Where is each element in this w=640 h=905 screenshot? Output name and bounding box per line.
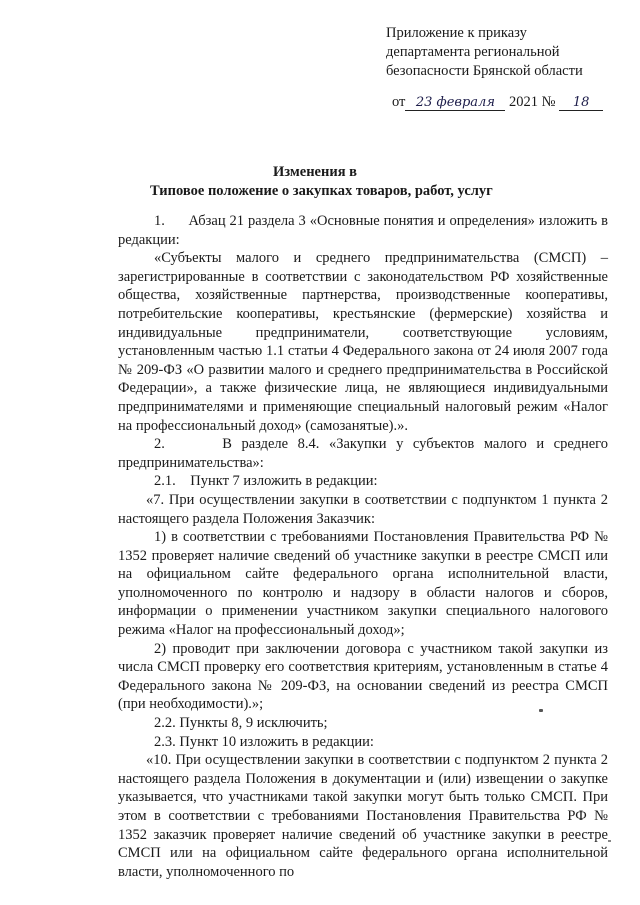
paragraph-6: 1) в соответствии с требованиями Постановления Правительства РФ № 1352 проверяет наличие сведений об участнике закупки в реестре СМСП или на официальном сайте федерального органа исполнительной власти, уполномоченного по контролю и надзору в области налогов и сборов, информации о применении участником закупки специального налогового режима «Налог на профессиональный доход»;: [118, 529, 608, 639]
scan-speck: [539, 709, 543, 712]
approval-line-1: Приложение к приказу: [386, 25, 527, 41]
order-prefix: от: [392, 94, 406, 110]
approval-line-3: безопасности Брянской области: [386, 63, 583, 79]
document-body: [118, 212, 608, 881]
order-year: 2021 №: [509, 94, 556, 110]
document-title-line-1: Изменения в: [272, 164, 357, 180]
paragraph-10: «10. При осуществлении закупки в соответствии с подпунктом 2 пункта 2 настоящего раздела Положения в документации и (или) извещении о закупке указывается, что участниками такой закупки могут быть только СМСП. При этом в соответствии с требованиями Постановления Правительства РФ № 1352 заказчик проверяет наличие сведений об участнике закупки в реестре СМСП или на официальном сайте федерального органа исполнительной власти, уполномоченного по: [118, 752, 608, 880]
paragraph-5: «7. При осуществлении закупки в соответствии с подпунктом 1 пункта 2 настоящего раздела Положения Заказчик:: [118, 491, 608, 527]
handwritten-number: 18: [559, 95, 603, 111]
paragraph-3: 2. В разделе 8.4. «Закупки у субъектов малого и среднего предпринимательства»:: [118, 436, 608, 471]
paragraph-8: 2.2. Пункты 8, 9 исключить;: [154, 715, 328, 732]
paragraph-1: 1. Абзац 21 раздела 3 «Основные понятия и определения» изложить в редакции:: [118, 213, 608, 248]
approval-line-2: департамента региональной: [386, 44, 560, 60]
handwritten-date: 23 февраля: [405, 95, 505, 111]
paragraph-9: 2.3. Пункт 10 изложить в редакции:: [154, 733, 374, 750]
approval-block: [386, 24, 626, 81]
order-date-line: [392, 94, 603, 111]
document-title-line-2: Типовое положение о закупках товаров, работ, услуг: [150, 183, 493, 199]
paragraph-4: 2.1. Пункт 7 изложить в редакции:: [154, 473, 378, 490]
paragraph-7: 2) проводит при заключении договора с участником такой закупки из числа СМСП проверку его соответствия критериям, установленным в статье 4 Федерального закона № 209-ФЗ, на основании сведений из реестра СМСП (при необходимости).»;: [118, 640, 608, 713]
paragraph-2: «Субъекты малого и среднего предпринимательства (СМСП) – зарегистрированные в соответствии с законодательством РФ хозяйственные общества, хозяйственные партнерства, производственные кооперативы, потребительские кооперативы, крестьянские (фермерские) хозяйства и индивидуальные предприниматели, соответствующие условиям, установленным частью 1.1 статьи 4 Федерального закона от 24 июля 2007 года № 209-ФЗ «О развитии малого и среднего предпринимательства в Российской Федерации», а также физические лица, не являющиеся индивидуальными предпринимателями и применяющие специальный налоговый режим «Налог на профессиональный доход» (самозанятые).».: [118, 250, 608, 434]
scan-speck: [608, 840, 611, 842]
